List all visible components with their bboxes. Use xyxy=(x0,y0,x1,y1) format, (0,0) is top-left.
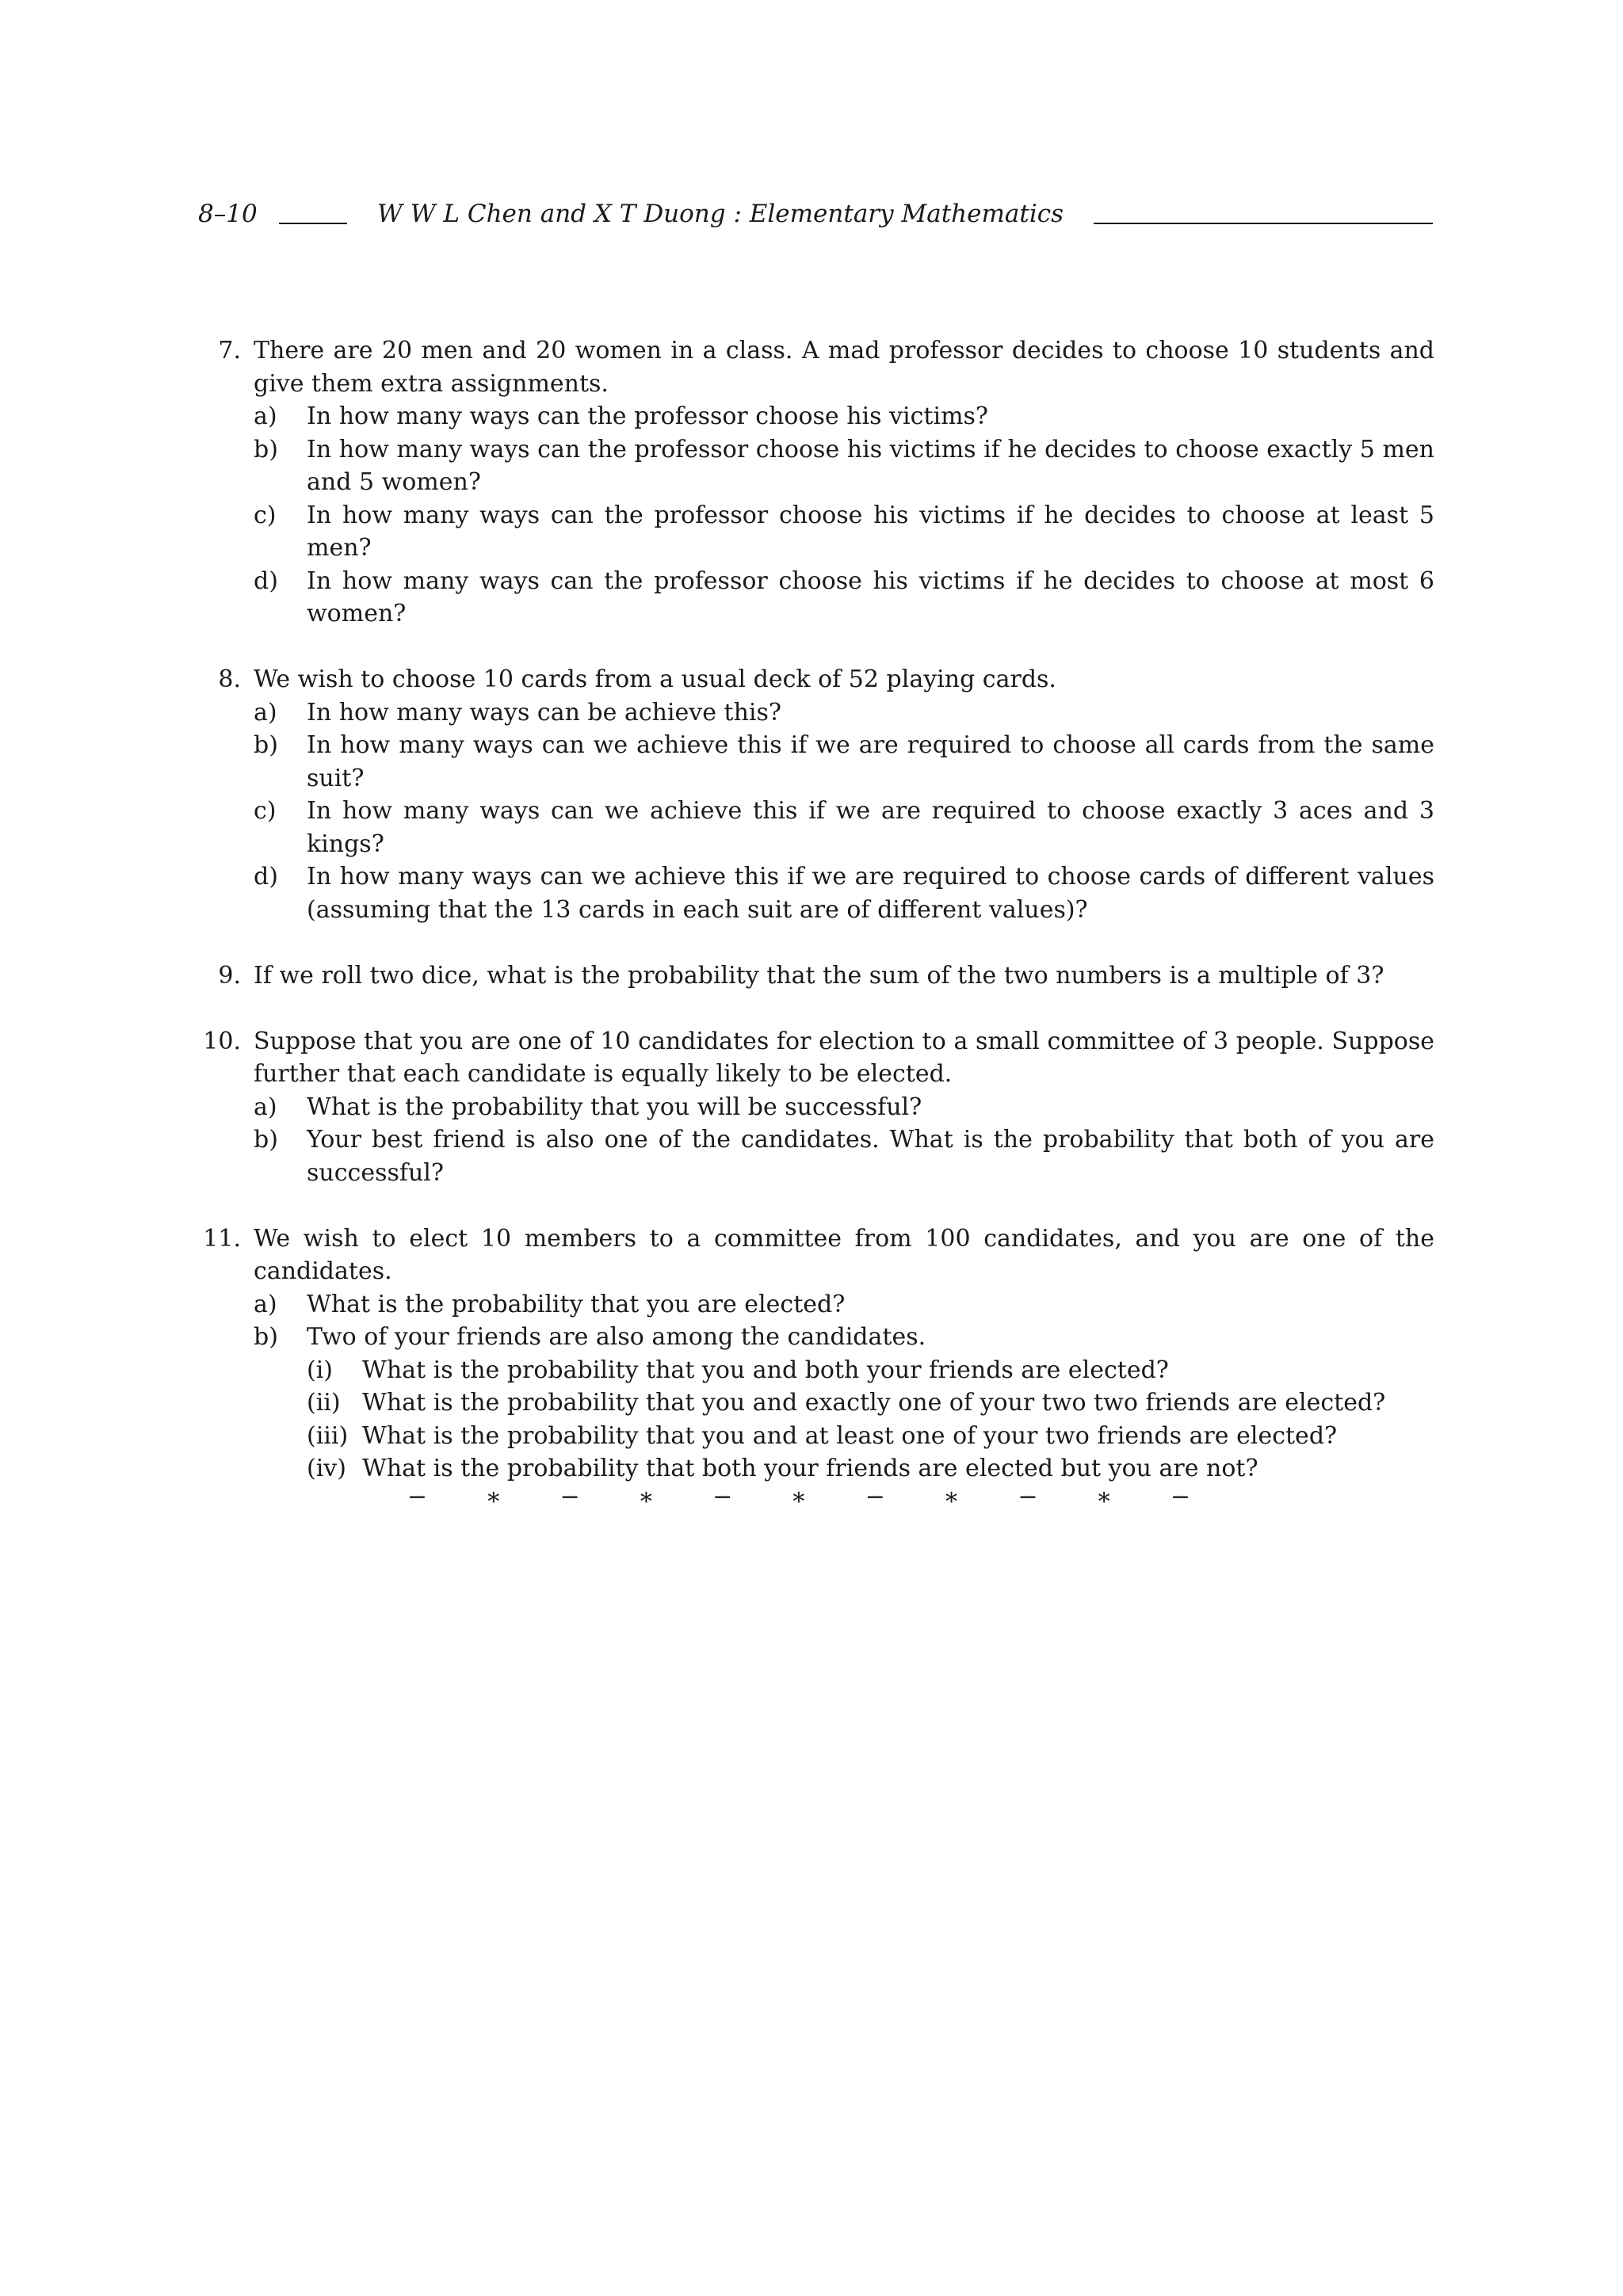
part-d xyxy=(254,860,1434,926)
part-a xyxy=(254,696,1434,730)
part-label: b) xyxy=(254,1323,278,1351)
part-b xyxy=(254,433,1434,499)
part-a xyxy=(254,1288,1434,1322)
problem-stem: There are 20 men and 20 women in a class. A mad professor decides to choose 10 students and give them extra assignments. xyxy=(254,337,1434,398)
problem-number: 9. xyxy=(218,961,241,990)
part-text: Your best friend is also one of the candidates. What is the probability that both of you are successful? xyxy=(307,1126,1434,1187)
part-c xyxy=(254,499,1434,565)
part-b xyxy=(254,1123,1434,1189)
part-b xyxy=(254,1321,1434,1486)
subpart-iii xyxy=(307,1420,1434,1453)
part-text: In how many ways can we achieve this if we are required to choose cards of different values (assuming that the 13 cards in each suit are of different values)? xyxy=(307,863,1434,924)
problem-10 xyxy=(198,1025,1434,1190)
problem-number: 7. xyxy=(218,337,241,364)
subpart-text: What is the probability that you and both your friends are elected? xyxy=(362,1356,1169,1384)
part-text: What is the probability that you will be successful? xyxy=(307,1093,922,1121)
part-list xyxy=(254,1091,1434,1190)
part-label: b) xyxy=(254,435,278,463)
part-label: a) xyxy=(254,698,277,727)
part-text: In how many ways can the professor choose his victims if he decides to choose at least 5 men? xyxy=(307,501,1434,562)
part-a xyxy=(254,1091,1434,1124)
part-text: In how many ways can we achieve this if we are required to choose exactly 3 aces and 3 kings? xyxy=(307,797,1434,858)
problem-stem: We wish to elect 10 members to a committee from 100 candidates, and you are one of the candidates. xyxy=(254,1224,1434,1285)
problem-9 xyxy=(198,959,1434,993)
part-text: In how many ways can the professor choose his victims? xyxy=(307,402,988,430)
part-label: a) xyxy=(254,402,277,430)
page-number: 8–10 xyxy=(198,200,258,228)
part-text: In how many ways can the professor choose his victims if he decides to choose at most 6 women? xyxy=(307,566,1434,627)
header-rule-long xyxy=(1094,223,1433,224)
problem-number: 10. xyxy=(203,1027,241,1055)
header-rule-short xyxy=(279,223,347,224)
part-list xyxy=(254,400,1434,631)
problem-number: 11. xyxy=(203,1224,241,1253)
problem-11 xyxy=(198,1222,1434,1486)
part-a xyxy=(254,400,1434,433)
part-b xyxy=(254,729,1434,795)
part-list xyxy=(254,1288,1434,1486)
problem-7 xyxy=(198,334,1434,631)
part-text: In how many ways can be achieve this? xyxy=(307,698,781,727)
subpart-list xyxy=(307,1354,1434,1486)
subpart-text: What is the probability that both your friends are elected but you are not? xyxy=(362,1455,1258,1482)
part-text: Two of your friends are also among the candidates. xyxy=(307,1323,926,1351)
part-text: What is the probability that you are elected? xyxy=(307,1290,846,1318)
problem-list xyxy=(198,334,1434,1518)
part-label: c) xyxy=(254,797,277,825)
part-d xyxy=(254,565,1434,631)
problem-8 xyxy=(198,663,1434,926)
part-label: b) xyxy=(254,731,278,759)
subpart-text: What is the probability that you and exactly one of your two two friends are elected? xyxy=(362,1389,1386,1417)
part-c xyxy=(254,795,1434,860)
problem-number: 8. xyxy=(218,666,241,693)
subpart-label: (ii) xyxy=(307,1389,341,1417)
part-label: a) xyxy=(254,1290,277,1318)
subpart-label: (iii) xyxy=(307,1421,349,1450)
part-list xyxy=(254,696,1434,927)
part-label: a) xyxy=(254,1093,277,1121)
end-of-section-mark: − ∗ − ∗ − ∗ − ∗ − ∗ − xyxy=(407,1483,1216,1511)
subpart-label: (iv) xyxy=(307,1455,346,1482)
problem-stem: Suppose that you are one of 10 candidates for election to a small committee of 3 people. Suppose further that each candidate is equally likely to be elected. xyxy=(254,1027,1434,1088)
subpart-ii xyxy=(307,1386,1434,1420)
header-title: W W L Chen and X T Duong : Elementary Mathematics xyxy=(377,200,1064,228)
subpart-label: (i) xyxy=(307,1356,334,1384)
problem-stem: If we roll two dice, what is the probability that the sum of the two numbers is a multiple of 3? xyxy=(254,961,1384,990)
part-text: In how many ways can we achieve this if we are required to choose all cards from the same suit? xyxy=(307,731,1434,792)
subpart-text: What is the probability that you and at least one of your two friends are elected? xyxy=(362,1421,1338,1450)
subpart-i xyxy=(307,1354,1434,1387)
problem-stem: We wish to choose 10 cards from a usual deck of 52 playing cards. xyxy=(254,666,1056,693)
part-label: d) xyxy=(254,863,278,891)
part-label: d) xyxy=(254,566,278,595)
subpart-iv xyxy=(307,1452,1434,1486)
part-label: b) xyxy=(254,1126,278,1154)
part-label: c) xyxy=(254,501,277,529)
running-header xyxy=(198,200,1434,231)
part-text: In how many ways can the professor choose his victims if he decides to choose exactly 5 men and 5 women? xyxy=(307,435,1434,496)
